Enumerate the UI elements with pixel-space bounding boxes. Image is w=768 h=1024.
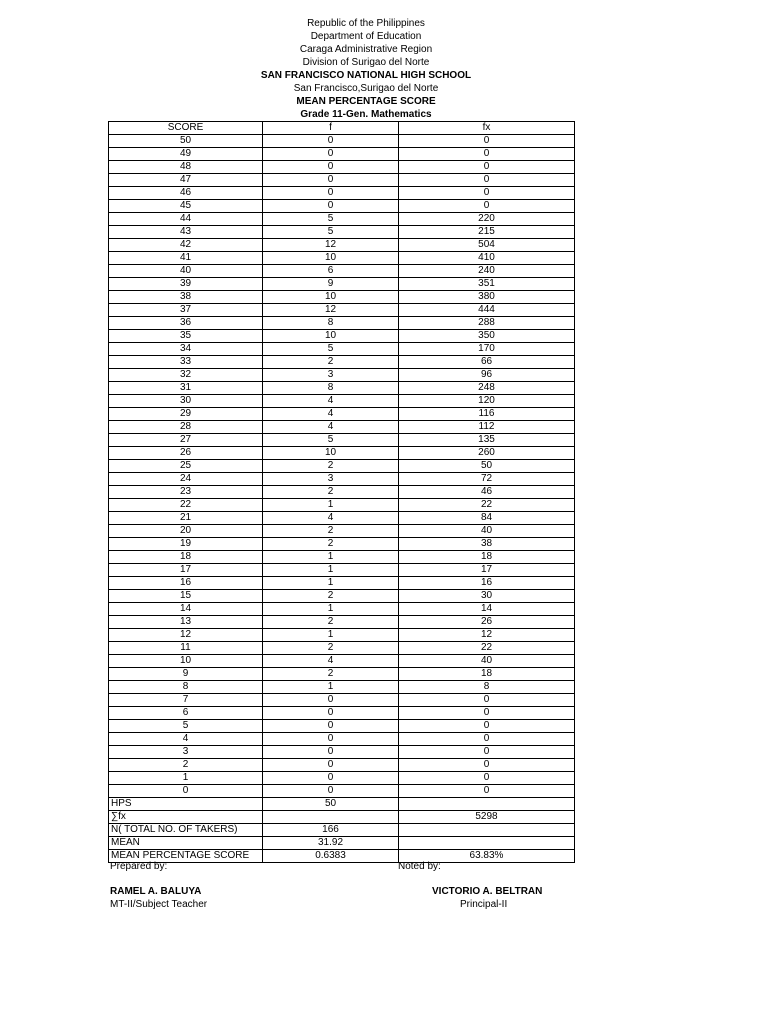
table-row (109, 421, 575, 434)
summary-fx-value: 63.83% (399, 850, 575, 863)
score-cell: 45 (109, 200, 263, 213)
fx-cell: 66 (399, 356, 575, 369)
table-row (109, 369, 575, 382)
frequency-cell: 2 (263, 356, 399, 369)
frequency-cell: 4 (263, 421, 399, 434)
table-row (109, 356, 575, 369)
preparer-name: RAMEL A. BALUYA (110, 886, 202, 897)
summary-fx-value: 5298 (399, 811, 575, 824)
frequency-cell: 0 (263, 161, 399, 174)
frequency-cell: 0 (263, 135, 399, 148)
table-row (109, 564, 575, 577)
fx-cell: 40 (399, 655, 575, 668)
table-row (109, 447, 575, 460)
fx-cell: 240 (399, 265, 575, 278)
summary-row (109, 837, 575, 850)
report-title: MEAN PERCENTAGE SCORE (296, 96, 436, 107)
frequency-cell: 2 (263, 616, 399, 629)
fx-cell: 22 (399, 642, 575, 655)
score-cell: 36 (109, 317, 263, 330)
frequency-cell: 0 (263, 746, 399, 759)
frequency-cell: 12 (263, 239, 399, 252)
score-cell: 6 (109, 707, 263, 720)
score-cell: 17 (109, 564, 263, 577)
noted-by-label: Noted by: (398, 861, 441, 872)
column-header-f: f (263, 122, 399, 135)
score-cell: 9 (109, 668, 263, 681)
score-cell: 42 (109, 239, 263, 252)
summary-f-value: 166 (263, 824, 399, 837)
fx-cell: 72 (399, 473, 575, 486)
frequency-cell: 5 (263, 226, 399, 239)
table-header-row (109, 122, 575, 135)
table-row (109, 304, 575, 317)
table-row (109, 655, 575, 668)
fx-cell: 8 (399, 681, 575, 694)
fx-cell: 30 (399, 590, 575, 603)
table-row (109, 499, 575, 512)
table-row (109, 343, 575, 356)
frequency-cell: 1 (263, 603, 399, 616)
score-cell: 5 (109, 720, 263, 733)
fx-cell: 17 (399, 564, 575, 577)
score-cell: 47 (109, 174, 263, 187)
table-row (109, 486, 575, 499)
score-cell: 46 (109, 187, 263, 200)
score-cell: 10 (109, 655, 263, 668)
frequency-cell: 8 (263, 382, 399, 395)
fx-cell: 22 (399, 499, 575, 512)
frequency-cell: 5 (263, 213, 399, 226)
score-cell: 7 (109, 694, 263, 707)
score-cell: 37 (109, 304, 263, 317)
table-row (109, 265, 575, 278)
fx-cell: 0 (399, 187, 575, 200)
table-row (109, 733, 575, 746)
fx-cell: 46 (399, 486, 575, 499)
frequency-cell: 0 (263, 200, 399, 213)
table-row (109, 213, 575, 226)
frequency-cell: 0 (263, 759, 399, 772)
score-cell: 22 (109, 499, 263, 512)
score-cell: 41 (109, 252, 263, 265)
frequency-cell: 1 (263, 681, 399, 694)
table-row (109, 525, 575, 538)
score-cell: 48 (109, 161, 263, 174)
table-row (109, 291, 575, 304)
frequency-cell: 3 (263, 369, 399, 382)
score-cell: 34 (109, 343, 263, 356)
document-header (110, 17, 622, 121)
fx-cell: 16 (399, 577, 575, 590)
summary-label: N( TOTAL NO. OF TAKERS) (109, 824, 263, 837)
fx-cell: 380 (399, 291, 575, 304)
score-cell: 13 (109, 616, 263, 629)
frequency-cell: 0 (263, 733, 399, 746)
frequency-cell: 1 (263, 551, 399, 564)
frequency-cell: 8 (263, 317, 399, 330)
score-cell: 44 (109, 213, 263, 226)
fx-cell: 0 (399, 135, 575, 148)
prepared-by-label: Prepared by: (110, 861, 168, 872)
score-cell: 3 (109, 746, 263, 759)
noter-name: VICTORIO A. BELTRAN (432, 886, 543, 897)
score-cell: 33 (109, 356, 263, 369)
header-school: SAN FRANCISCO NATIONAL HIGH SCHOOL (260, 70, 472, 81)
score-cell: 38 (109, 291, 263, 304)
score-cell: 21 (109, 512, 263, 525)
summary-label: MEAN PERCENTAGE SCORE (109, 850, 263, 863)
frequency-cell: 0 (263, 148, 399, 161)
frequency-cell: 2 (263, 525, 399, 538)
table-row (109, 408, 575, 421)
table-row (109, 252, 575, 265)
frequency-cell: 10 (263, 447, 399, 460)
table-row (109, 603, 575, 616)
frequency-cell: 1 (263, 577, 399, 590)
summary-label: ∑fx (109, 811, 263, 824)
fx-cell: 410 (399, 252, 575, 265)
table-row (109, 226, 575, 239)
summary-f-value: 31.92 (263, 837, 399, 850)
frequency-cell: 0 (263, 174, 399, 187)
score-cell: 20 (109, 525, 263, 538)
frequency-cell: 2 (263, 460, 399, 473)
table-row (109, 538, 575, 551)
summary-row (109, 824, 575, 837)
score-cell: 0 (109, 785, 263, 798)
fx-cell: 0 (399, 759, 575, 772)
score-cell: 30 (109, 395, 263, 408)
fx-cell: 215 (399, 226, 575, 239)
fx-cell: 0 (399, 785, 575, 798)
score-cell: 50 (109, 135, 263, 148)
score-cell: 19 (109, 538, 263, 551)
summary-f-value (263, 811, 399, 824)
fx-cell: 170 (399, 343, 575, 356)
table-row (109, 759, 575, 772)
table-row (109, 330, 575, 343)
summary-fx-value (399, 837, 575, 850)
header-address: San Francisco,Surigao del Norte (293, 83, 439, 94)
score-cell: 15 (109, 590, 263, 603)
frequency-cell: 1 (263, 499, 399, 512)
frequency-cell: 12 (263, 304, 399, 317)
table-row (109, 278, 575, 291)
summary-fx-value (399, 798, 575, 811)
table-row (109, 616, 575, 629)
frequency-cell: 0 (263, 694, 399, 707)
table-row (109, 187, 575, 200)
frequency-cell: 2 (263, 668, 399, 681)
table-row (109, 148, 575, 161)
score-cell: 29 (109, 408, 263, 421)
fx-cell: 504 (399, 239, 575, 252)
score-cell: 4 (109, 733, 263, 746)
fx-cell: 12 (399, 629, 575, 642)
score-cell: 32 (109, 369, 263, 382)
score-cell: 11 (109, 642, 263, 655)
fx-cell: 18 (399, 551, 575, 564)
table-row (109, 512, 575, 525)
fx-cell: 0 (399, 707, 575, 720)
summary-row (109, 850, 575, 863)
fx-cell: 0 (399, 733, 575, 746)
column-header-fx: fx (399, 122, 575, 135)
fx-cell: 26 (399, 616, 575, 629)
fx-cell: 351 (399, 278, 575, 291)
table-row (109, 785, 575, 798)
score-cell: 14 (109, 603, 263, 616)
frequency-cell: 9 (263, 278, 399, 291)
fx-cell: 220 (399, 213, 575, 226)
summary-row (109, 811, 575, 824)
frequency-cell: 2 (263, 590, 399, 603)
summary-table-body (109, 798, 575, 863)
score-cell: 49 (109, 148, 263, 161)
fx-cell: 14 (399, 603, 575, 616)
table-row (109, 473, 575, 486)
fx-cell: 260 (399, 447, 575, 460)
frequency-cell: 2 (263, 486, 399, 499)
frequency-cell: 6 (263, 265, 399, 278)
fx-cell: 84 (399, 512, 575, 525)
header-department: Department of Education (310, 31, 422, 42)
score-cell: 31 (109, 382, 263, 395)
noter-title: Principal-II (460, 899, 508, 910)
table-row (109, 317, 575, 330)
frequency-cell: 0 (263, 785, 399, 798)
frequency-cell: 4 (263, 408, 399, 421)
fx-cell: 18 (399, 668, 575, 681)
score-table (108, 121, 575, 863)
table-row (109, 135, 575, 148)
score-cell: 43 (109, 226, 263, 239)
summary-label: HPS (109, 798, 263, 811)
score-table-body (109, 135, 575, 798)
score-cell: 28 (109, 421, 263, 434)
table-row (109, 746, 575, 759)
frequency-cell: 5 (263, 343, 399, 356)
table-row (109, 668, 575, 681)
fx-cell: 350 (399, 330, 575, 343)
frequency-cell: 0 (263, 707, 399, 720)
summary-row (109, 798, 575, 811)
preparer-title: MT-II/Subject Teacher (110, 899, 208, 910)
table-row (109, 382, 575, 395)
score-cell: 16 (109, 577, 263, 590)
frequency-cell: 4 (263, 395, 399, 408)
frequency-cell: 4 (263, 655, 399, 668)
table-row (109, 460, 575, 473)
score-cell: 26 (109, 447, 263, 460)
fx-cell: 38 (399, 538, 575, 551)
fx-cell: 0 (399, 174, 575, 187)
score-cell: 39 (109, 278, 263, 291)
fx-cell: 0 (399, 720, 575, 733)
fx-cell: 50 (399, 460, 575, 473)
fx-cell: 135 (399, 434, 575, 447)
fx-cell: 0 (399, 148, 575, 161)
table-row (109, 434, 575, 447)
table-row (109, 239, 575, 252)
frequency-cell: 1 (263, 629, 399, 642)
table-row (109, 707, 575, 720)
score-cell: 2 (109, 759, 263, 772)
frequency-cell: 4 (263, 512, 399, 525)
fx-cell: 0 (399, 694, 575, 707)
table-row (109, 551, 575, 564)
frequency-cell: 10 (263, 330, 399, 343)
fx-cell: 96 (399, 369, 575, 382)
score-cell: 12 (109, 629, 263, 642)
frequency-cell: 0 (263, 720, 399, 733)
table-row (109, 694, 575, 707)
table-row (109, 577, 575, 590)
frequency-cell: 0 (263, 187, 399, 200)
fx-cell: 248 (399, 382, 575, 395)
score-cell: 8 (109, 681, 263, 694)
table-row (109, 772, 575, 785)
table-row (109, 590, 575, 603)
table-row (109, 681, 575, 694)
frequency-cell: 1 (263, 564, 399, 577)
fx-cell: 0 (399, 746, 575, 759)
fx-cell: 0 (399, 200, 575, 213)
score-cell: 23 (109, 486, 263, 499)
score-cell: 1 (109, 772, 263, 785)
fx-cell: 116 (399, 408, 575, 421)
table-row (109, 200, 575, 213)
column-header-score: SCORE (109, 122, 263, 135)
table-row (109, 161, 575, 174)
header-republic: Republic of the Philippines (307, 18, 425, 29)
frequency-cell: 5 (263, 434, 399, 447)
fx-cell: 0 (399, 161, 575, 174)
summary-fx-value (399, 824, 575, 837)
fx-cell: 288 (399, 317, 575, 330)
frequency-cell: 0 (263, 772, 399, 785)
fx-cell: 444 (399, 304, 575, 317)
table-row (109, 174, 575, 187)
summary-f-value: 0.6383 (263, 850, 399, 863)
fx-cell: 0 (399, 772, 575, 785)
frequency-cell: 3 (263, 473, 399, 486)
table-row (109, 395, 575, 408)
frequency-cell: 2 (263, 642, 399, 655)
summary-label: MEAN (109, 837, 263, 850)
table-row (109, 629, 575, 642)
header-region: Caraga Administrative Region (299, 44, 433, 55)
score-cell: 35 (109, 330, 263, 343)
score-cell: 27 (109, 434, 263, 447)
frequency-cell: 10 (263, 252, 399, 265)
frequency-cell: 2 (263, 538, 399, 551)
fx-cell: 120 (399, 395, 575, 408)
fx-cell: 40 (399, 525, 575, 538)
score-cell: 25 (109, 460, 263, 473)
score-cell: 24 (109, 473, 263, 486)
table-row (109, 642, 575, 655)
fx-cell: 112 (399, 421, 575, 434)
summary-f-value: 50 (263, 798, 399, 811)
subject-title: Grade 11-Gen. Mathematics (300, 109, 432, 120)
score-cell: 40 (109, 265, 263, 278)
score-cell: 18 (109, 551, 263, 564)
table-row (109, 720, 575, 733)
header-division: Division of Surigao del Norte (302, 57, 430, 68)
frequency-cell: 10 (263, 291, 399, 304)
